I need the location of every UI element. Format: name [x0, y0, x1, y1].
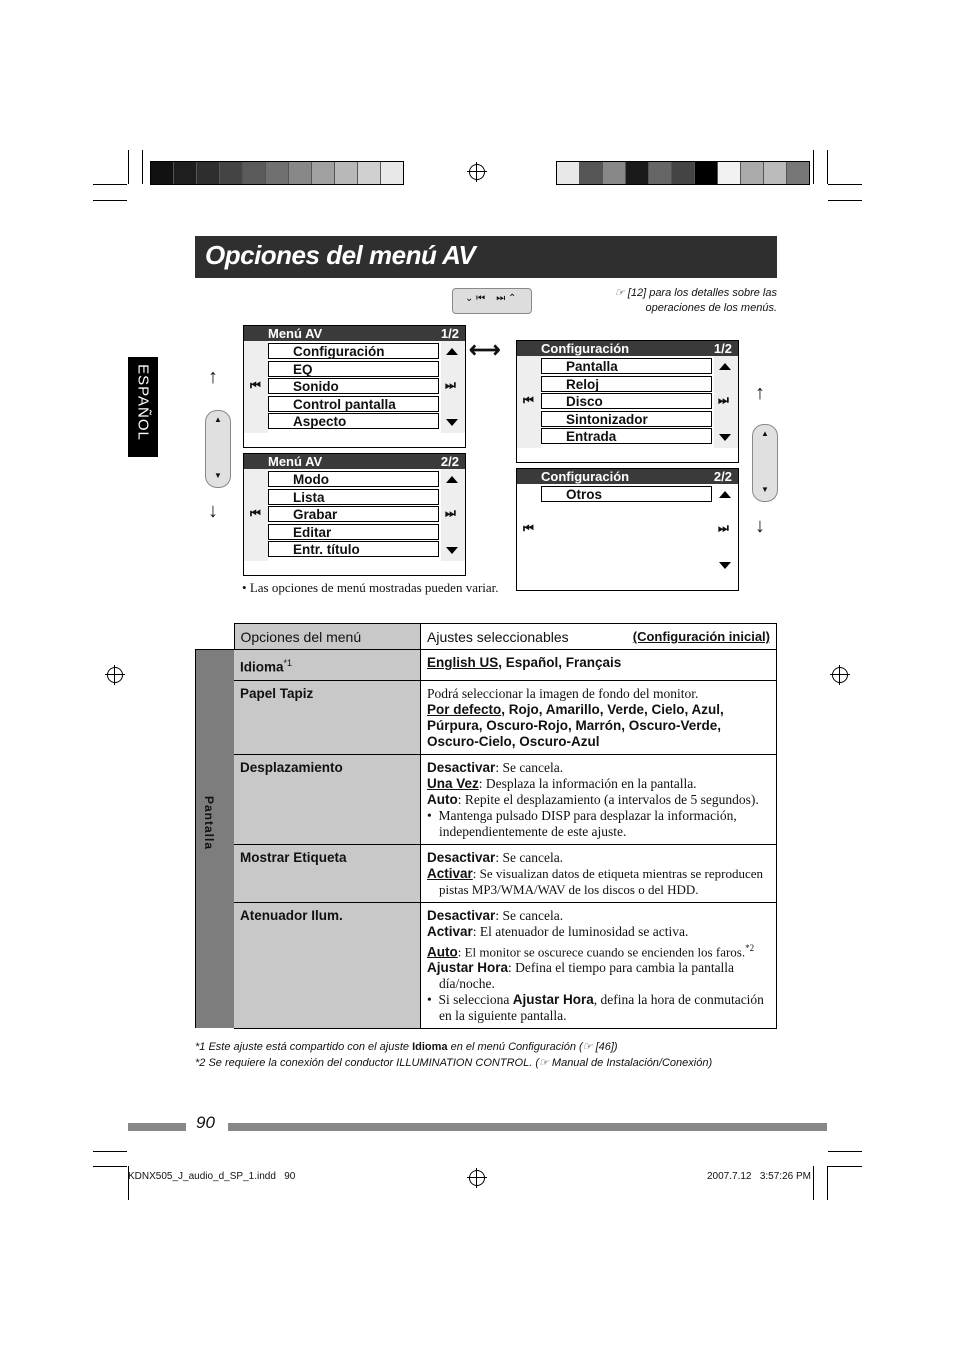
page-title: Opciones del menú AV [205, 240, 476, 270]
registration-mark-icon [107, 667, 123, 683]
skip-forward-icon[interactable]: ⏭ [718, 521, 729, 535]
registration-mark-icon [469, 164, 485, 180]
option-name: Atenuador Ilum. [234, 902, 421, 1028]
table-row [196, 650, 777, 681]
double-arrow-icon: ⟷ [469, 337, 501, 362]
arrow-up-icon: ↑ [755, 382, 765, 404]
scroll-down-icon[interactable] [719, 562, 731, 569]
option-values: Desactivar: Se cancela. Activar: El atenuador de luminosidad se activa. Auto: El monitor se oscurece cuando se encienden los faros.$^{*2}$ Ajustar Hora: Defina el tiempo para cambia la pantalla día/noche. • Si selecciona Ajustar Hora, defina la hora de conmutación en la siguiente pantalla. [421, 902, 777, 1028]
option-values: Podrá seleccionar la imagen de fondo del monitor. Por defecto, Rojo, Amarillo, Verde, Cielo, Azul, Púrpura, Oscuro-Rojo, Marrón, Oscuro-Verde, Oscuro-Cielo, Oscuro-Azul [421, 680, 777, 754]
screen-page: 2/2 [440, 454, 459, 469]
page-bar [228, 1123, 827, 1131]
menu-item[interactable]: Disco [541, 393, 712, 409]
title-bar [195, 236, 777, 278]
crop-mark [827, 150, 828, 184]
menu-item[interactable]: Modo [268, 471, 439, 487]
arrow-down-icon: ↓ [755, 515, 765, 537]
column-header: Opciones del menú [234, 624, 421, 650]
menu-item[interactable]: Reloj [541, 376, 712, 392]
menu-item[interactable]: Configuración [268, 343, 439, 359]
screen-title: Menú AV [268, 454, 323, 469]
screen-title: Configuración [541, 469, 630, 484]
crop-mark [827, 1166, 828, 1200]
screen-title: Configuración [541, 341, 630, 356]
menu-item[interactable]: Otros [541, 486, 712, 502]
control-buttons-icon: ⌄ ⏮ ⏭ ⌃ [452, 288, 532, 314]
table-row [196, 844, 777, 902]
menu-item[interactable]: Grabar [268, 506, 439, 522]
skip-back-icon[interactable]: ⏮ [523, 393, 534, 407]
scroll-down-icon[interactable] [719, 434, 731, 441]
scroll-down-icon[interactable] [446, 547, 458, 554]
crop-mark [93, 184, 127, 185]
language-tab [128, 357, 158, 457]
print-slug-left: KDNX505_J_audio_d_SP_1.indd 90 [128, 1171, 296, 1182]
crop-mark [813, 150, 814, 184]
option-name: Papel Tapiz [234, 680, 421, 754]
screen-config-1 [516, 340, 739, 463]
skip-back-icon[interactable]: ⏮ [523, 521, 534, 535]
table-row [196, 754, 777, 844]
menu-item[interactable]: Pantalla [541, 358, 712, 374]
page-number: 90 [196, 1113, 215, 1132]
screen-page: 1/2 [440, 326, 459, 341]
option-values: Desactivar: Se cancela. Activar: Se visualizan datos de etiqueta mientras se reproducen pistas MP3/WMA/WAV de los discos o del HDD. [421, 844, 777, 902]
screen-title: Menú AV [268, 326, 323, 341]
screen-page: 2/2 [713, 469, 732, 484]
crop-mark [828, 1166, 862, 1167]
skip-back-icon[interactable]: ⏮ [250, 378, 261, 392]
print-slug-right: 2007.7.12 3:57:26 PM [707, 1171, 811, 1182]
screen-page: 1/2 [713, 341, 732, 356]
skip-forward-icon[interactable]: ⏭ [445, 378, 456, 392]
crop-mark [93, 1166, 127, 1167]
options-table [195, 623, 777, 1029]
crop-mark [828, 184, 862, 185]
option-name: Desplazamiento [234, 754, 421, 844]
crop-mark [828, 200, 862, 201]
crop-mark [93, 200, 127, 201]
scroll-up-icon[interactable] [719, 363, 731, 370]
table-row [196, 902, 777, 1028]
top-note: ☞ [12] para los detalles sobre las operaciones de los menús. [614, 287, 777, 314]
menu-item[interactable]: Sonido [268, 378, 439, 394]
menu-item[interactable]: Aspecto [268, 413, 439, 429]
category-cell: Pantalla [196, 650, 235, 1029]
registration-mark-icon [832, 667, 848, 683]
menu-item[interactable]: Control pantalla [268, 396, 439, 412]
skip-forward-icon[interactable]: ⏭ [445, 506, 456, 520]
registration-mark-icon [469, 1170, 485, 1186]
menu-item[interactable]: EQ [268, 361, 439, 377]
arrow-down-icon: ↓ [208, 500, 218, 522]
crop-mark [142, 150, 143, 184]
dial-icon: ▲ ▼ [205, 410, 231, 488]
menu-item[interactable]: Lista [268, 489, 439, 505]
footnotes: *1 Este ajuste está compartido con el ajuste Idioma en el menú Configuración (☞ [46]) *2 Se requiere la conexión del conductor ILLUMINATION CONTROL. (☞ Manual de Instalación/Conexión) [195, 1041, 713, 1069]
menu-note: • Las opciones de menú mostradas pueden variar. [242, 580, 499, 595]
initial-setting-header: (Configuración inicial) [632, 629, 770, 644]
crop-mark [828, 1151, 862, 1152]
option-values: Desactivar: Se cancela. Una Vez: Desplaza la información en la pantalla. Auto: Repite el desplazamiento (a intervalos de 5 segundos). • Mantenga pulsado DISP para desplazar la información, independientemente de este ajuste. [421, 754, 777, 844]
page-bar [128, 1123, 186, 1131]
table-row [196, 680, 777, 754]
screen-config-2 [516, 468, 739, 591]
color-bar-right [556, 161, 810, 185]
crop-mark [93, 1151, 127, 1152]
option-name: Idioma$^{*1}$ [234, 650, 421, 681]
crop-mark [813, 1166, 814, 1200]
dial-icon: ▲ ▼ [752, 424, 778, 502]
scroll-up-icon[interactable] [719, 491, 731, 498]
crop-mark [128, 150, 129, 184]
color-bar-left [150, 161, 404, 185]
scroll-up-icon[interactable] [446, 476, 458, 483]
skip-forward-icon[interactable]: ⏭ [718, 393, 729, 407]
language-tab-label: ESPAÑOL [134, 364, 152, 441]
option-name: Mostrar Etiqueta [234, 844, 421, 902]
menu-item[interactable]: Editar [268, 524, 439, 540]
skip-back-icon[interactable]: ⏮ [250, 506, 261, 520]
menu-item[interactable]: Entr. título [268, 541, 439, 557]
menu-item[interactable]: Sintonizador [541, 411, 712, 427]
column-header: Ajustes seleccionables (Configuración inicial) [421, 624, 777, 650]
screen-menu-av-2 [243, 453, 466, 576]
scroll-up-icon[interactable] [446, 348, 458, 355]
arrow-up-icon: ↑ [208, 366, 218, 388]
option-values: English US, Español, Français [421, 650, 777, 681]
menu-item[interactable]: Entrada [541, 428, 712, 444]
scroll-down-icon[interactable] [446, 419, 458, 426]
screen-menu-av-1 [243, 325, 466, 448]
